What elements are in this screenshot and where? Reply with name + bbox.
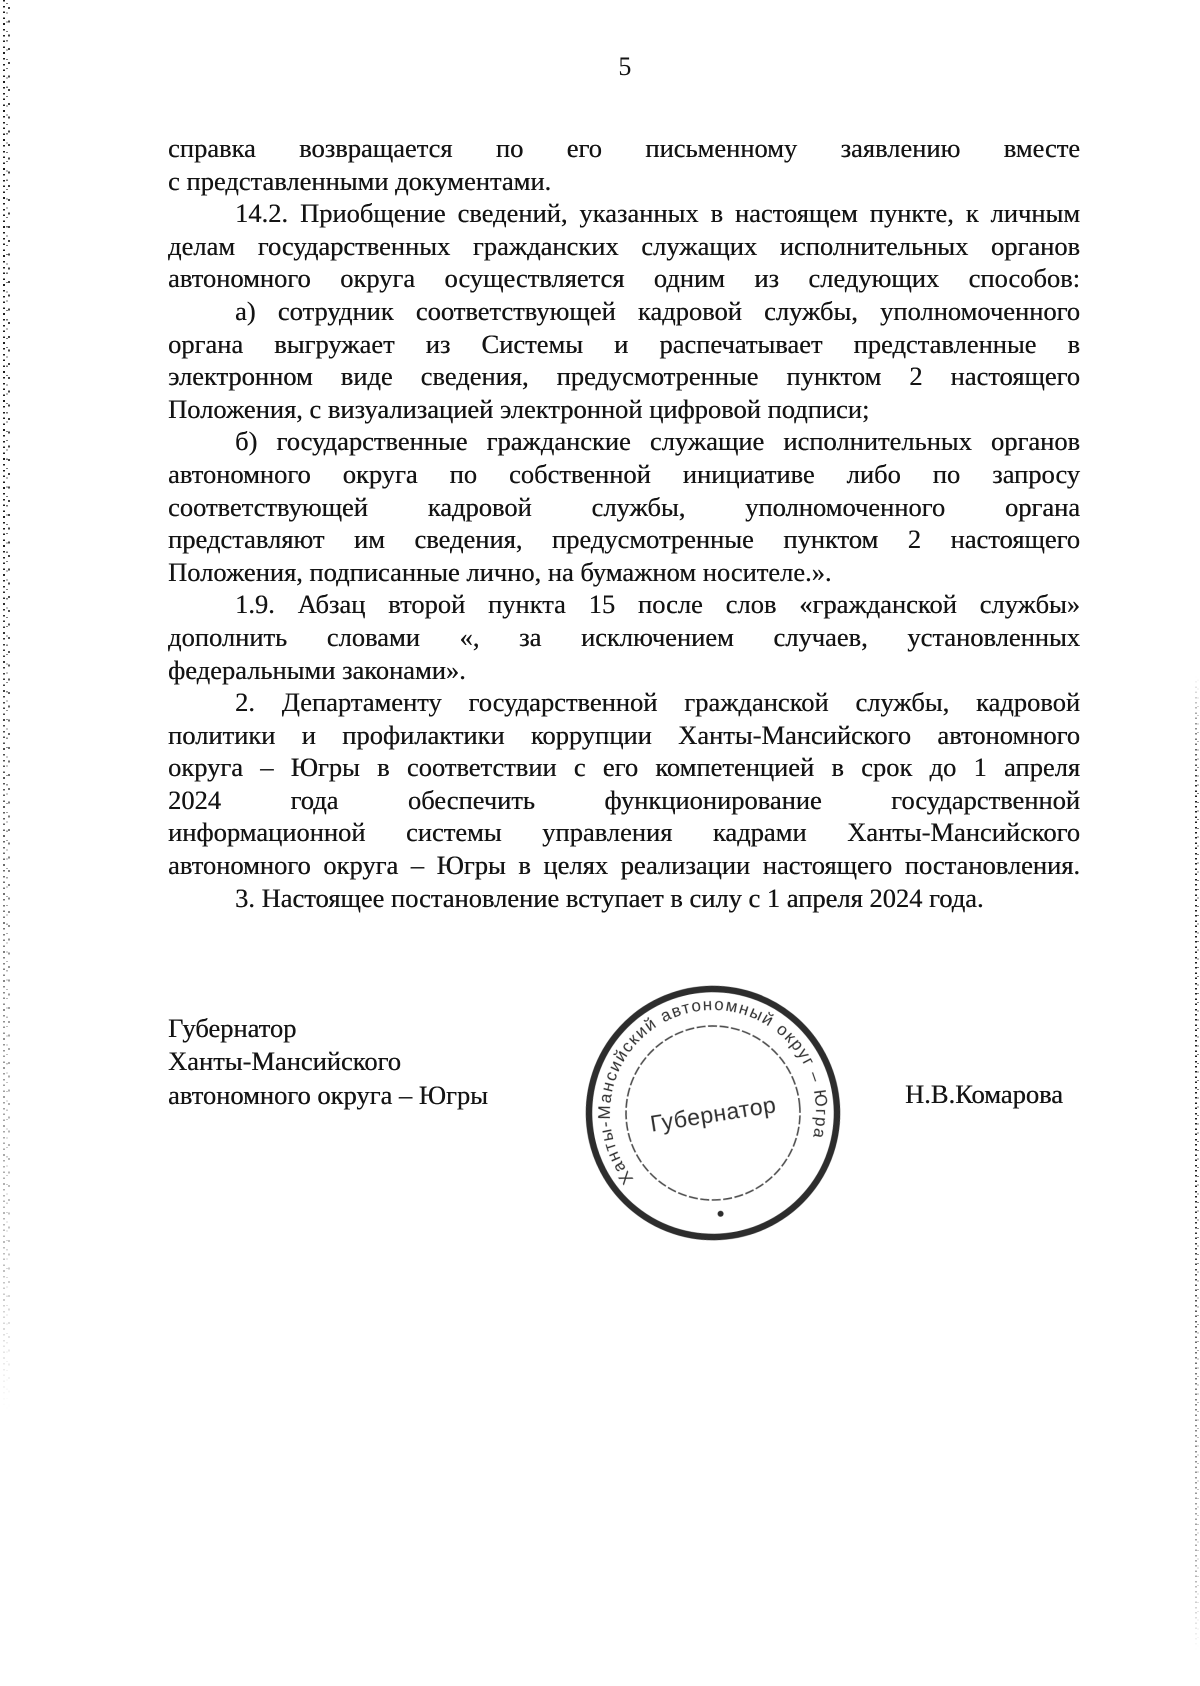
signature-title-line: автономного округа – Югры	[168, 1079, 488, 1110]
text-line: делам государственных гражданских служащих исполнительных органов	[168, 230, 1080, 261]
text-line: Положения, подписанные лично, на бумажном носителе.».	[168, 556, 832, 587]
scan-noise-left	[2, 0, 10, 1410]
document-body	[168, 132, 1080, 914]
text-line: Положения, с визуализацией электронной цифровой подписи;	[168, 393, 870, 424]
text-line: электронном виде сведения, предусмотренные пунктом 2 настоящего	[168, 361, 1080, 392]
scan-noise-right	[1193, 676, 1199, 1651]
text-line: справка возвращается по его письменному заявлению вместе	[168, 133, 1080, 163]
text-line: информационной системы управления кадрами Ханты-Мансийского	[168, 817, 1080, 848]
text-line: 14.2. Приобщение сведений, указанных в настоящем пункте, к личным	[235, 198, 1080, 229]
text-line: автономного округа по собственной инициативе либо по запросу	[168, 458, 1080, 489]
stamp-ring-text: Ханты-Мансийский автономный округ – Югра	[594, 994, 832, 1188]
signature-title-line: Губернатор	[168, 1013, 297, 1043]
text-line: автономного округа осуществляется одним из следующих способов:	[168, 263, 1080, 294]
signatory-title	[168, 1012, 598, 1112]
text-line: 1.9. Абзац второй пункта 15 после слов «гражданской службы»	[235, 589, 1080, 620]
text-line: органа выгружает из Системы и распечатывает представленные в	[168, 328, 1080, 359]
text-line: б) государственные гражданские служащие исполнительных органов	[235, 426, 1080, 457]
text-line: автономного округа – Югры в целях реализации настоящего постановления.	[168, 850, 1080, 881]
signatory-name: Н.В.Комарова	[905, 1079, 1063, 1109]
text-line: 3. Настоящее постановление вступает в силу с 1 апреля 2024 года.	[235, 882, 984, 913]
stamp-center-text: Губернатор	[648, 1091, 778, 1137]
stamp-star-icon	[717, 1210, 724, 1217]
text-line: политики и профилактики коррупции Ханты-Мансийского автономного	[168, 719, 1080, 750]
text-line: округа – Югры в соответствии с его компетенцией в срок до 1 апреля	[168, 752, 1080, 783]
text-line: дополнить словами «, за исключением случаев, установленных	[168, 621, 1080, 652]
text-line: 2. Департаменту государственной гражданской службы, кадровой	[235, 687, 1080, 718]
text-line: соответствующей кадровой службы, уполномоченного органа	[168, 491, 1080, 522]
text-line: а) сотрудник соответствующей кадровой службы, уполномоченного	[235, 295, 1080, 326]
text-line: 2024 года обеспечить функционирование государственной	[168, 784, 1080, 815]
text-line: с представленными документами.	[168, 165, 552, 196]
signature-title-line: Ханты-Мансийского	[168, 1046, 401, 1077]
text-line: представляют им сведения, предусмотренные пунктом 2 настоящего	[168, 524, 1080, 555]
text-line: федеральными законами».	[168, 654, 466, 685]
page-number: 5	[618, 52, 632, 81]
official-stamp	[569, 969, 857, 1257]
